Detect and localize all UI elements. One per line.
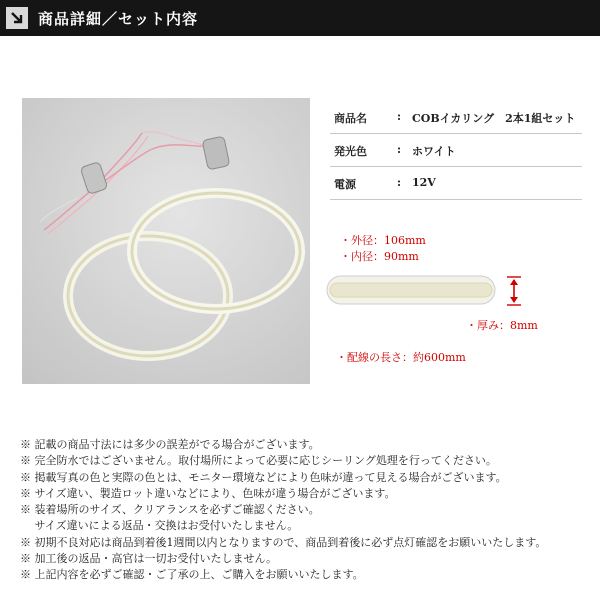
spec-row <box>330 167 582 200</box>
spec-colon: : <box>397 110 402 123</box>
note-item: ※ 装着場所のサイズ、クリアランスを必ずご確認ください。 <box>20 503 320 517</box>
inner-diameter-note: ・内径：90mm <box>340 250 419 263</box>
notes-list <box>20 437 590 584</box>
spec-label: 発光色 <box>334 145 367 158</box>
spec-value: 12V <box>412 176 436 189</box>
note-item: ※ 上記内容を必ずご確認・ご了承の上、ご購入をお願いいたします。 <box>20 568 364 582</box>
spec-colon: : <box>397 143 402 156</box>
cable-length-note: ・配線の長さ：約600mm <box>336 351 466 364</box>
led-strip-image <box>326 275 496 305</box>
note-item: ※ 記載の商品寸法には多少の誤差がでる場合がございます。 <box>20 438 320 451</box>
section-header <box>0 0 600 36</box>
spec-label: 商品名 <box>334 112 367 125</box>
spec-table <box>330 101 582 200</box>
note-item: ※ サイズ違い、製造ロット違いなどにより、色味が違う場合がございます。 <box>20 486 396 500</box>
product-photo <box>22 98 310 384</box>
note-item: サイズ違いによる返品・交換はお受付いたしません。 <box>20 519 299 533</box>
thickness-arrow-icon <box>506 276 522 306</box>
arrow-down-right-icon <box>6 7 28 29</box>
note-item: ※ 掲載写真の色と実際の色とは、モニター環境などにより色味が違って見える場合がございます。 <box>20 470 507 484</box>
spec-row <box>330 101 582 134</box>
section-title: 商品詳細／セット内容 <box>38 10 199 28</box>
outer-diameter-note: ・外径：106mm <box>340 234 426 247</box>
note-item: ※ 完全防水ではございません。取付場所によって必要に応じシーリング処理を行ってください。 <box>20 454 497 468</box>
note-item: ※ 加工後の返品・高官は一切お受付いたしません。 <box>20 552 278 566</box>
spec-label: 電源 <box>334 178 356 191</box>
note-item: ※ 初期不良対応は商品到着後1週間以内となりますので、商品到着後に必ず点灯確認をお願いいたします。 <box>20 535 547 549</box>
spec-colon: : <box>397 176 402 189</box>
spec-value: ホワイト <box>412 145 456 158</box>
spec-row <box>330 134 582 167</box>
spec-value: COBイカリング 2本1組セット <box>412 112 576 125</box>
thickness-note: ・厚み：8mm <box>466 319 538 332</box>
